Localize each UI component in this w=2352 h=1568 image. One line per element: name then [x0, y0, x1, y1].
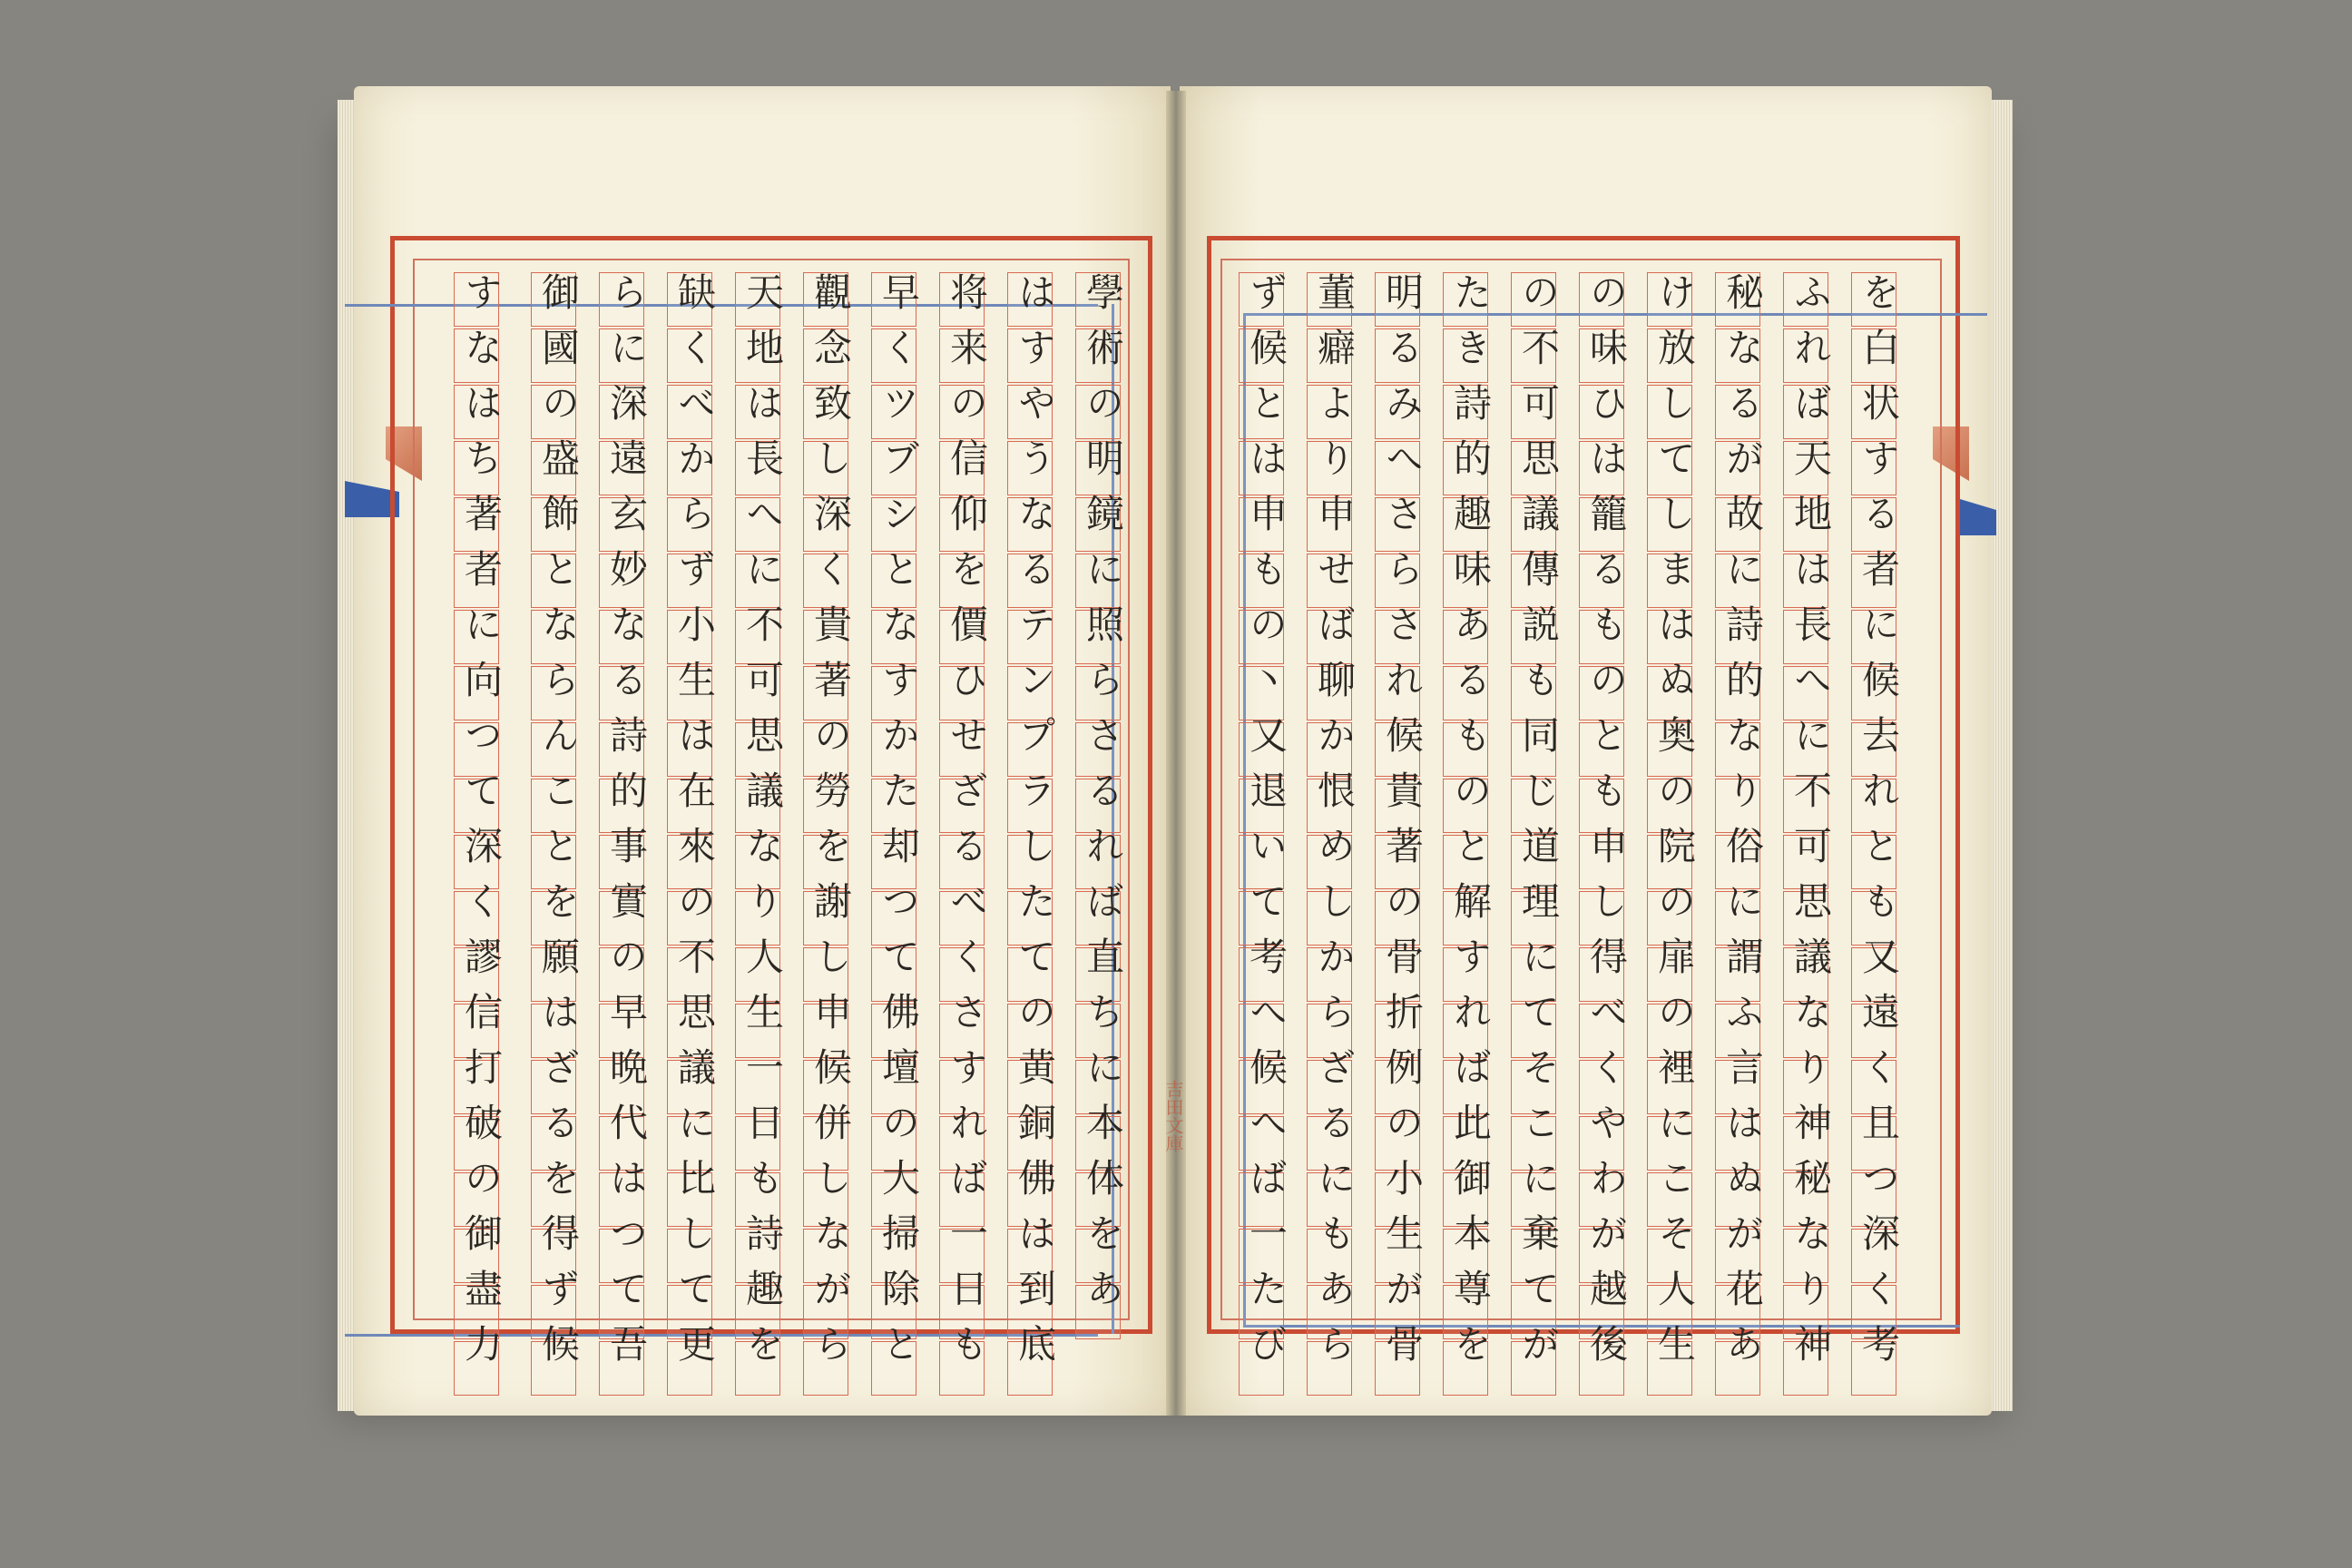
right-column-8: [1375, 272, 1429, 1379]
right-column-6: [1511, 272, 1565, 1379]
text-column: 明るみへさらされ候貴著の骨折例の小生が骨: [1380, 272, 1425, 1379]
left-column-7: [667, 272, 721, 1379]
text-column: 觀念致し深く貴著の勞を謝し申候併しながら: [808, 272, 853, 1379]
text-column: ふれば天地は長へに不可思議なり神秘なり神: [1788, 272, 1833, 1379]
text-column: 秘なるが故に詩的なり俗に謂ふ言はぬが花あ: [1720, 272, 1765, 1379]
text-column: たき詩的趣味あるものと解すれば此御本尊を: [1448, 272, 1493, 1379]
text-column: 天地は長へに不可思議なり人生一日も詩趣を: [740, 272, 785, 1379]
text-column: 董癖より申せば聊か恨めしからざるにもあら: [1312, 272, 1357, 1379]
text-column: 早くツブシとなすかた却つて佛壇の大掃除と: [877, 272, 921, 1379]
text-column: らに深遠玄妙なる詩的事實の早晩代はつて吾: [604, 272, 649, 1379]
library-stamp: 吉田文庫: [1162, 1080, 1184, 1152]
right-column-3: [1715, 272, 1769, 1379]
text-column: け放してしまはぬ奥の院の扉の裡にこそ人生: [1652, 272, 1697, 1379]
left-column-8: [599, 272, 653, 1379]
text-column: すなはち著者に向つて深く謬信打破の御盡力: [459, 272, 504, 1379]
left-column-6: [735, 272, 789, 1379]
left-column-2: [1007, 272, 1062, 1379]
left-column-4: [871, 272, 926, 1379]
left-column-10: [454, 272, 508, 1379]
text-column: 缺くべからず小生は在來の不思議に比して更: [672, 272, 717, 1379]
right-column-7: [1443, 272, 1497, 1379]
right-column-4: [1647, 272, 1701, 1379]
text-column: を白状する者に候去れとも又遠く且つ深く考: [1857, 272, 1901, 1379]
right-column-2: [1783, 272, 1838, 1379]
right-column-5: [1579, 272, 1633, 1379]
right-column-10: [1239, 272, 1293, 1379]
text-column: の不可思議傳説も同じ道理にてそこに棄てが: [1516, 272, 1561, 1379]
left-column-5: [803, 272, 858, 1379]
left-column-9: [531, 272, 585, 1379]
left-column-3: [939, 272, 994, 1379]
right-column-9: [1307, 272, 1361, 1379]
text-column: 學術の明鏡に照らさるれば直ちに本体をあ: [1081, 272, 1125, 1324]
right-column-1: [1851, 272, 1906, 1379]
left-column-1: [1075, 272, 1130, 1324]
text-column: はすやうなるテンプラしたての黄銅佛は到底: [1013, 272, 1057, 1379]
text-column: ず候とは申もの丶又退いて考へ候へば一たび: [1244, 272, 1289, 1379]
text-column: の味ひは籠るものとも申し得べくやわが越後: [1584, 272, 1629, 1379]
text-column: 将来の信仰を價ひせざるべくさすれば一日も: [945, 272, 989, 1379]
text-column: 御國の盛飾とならんことを願はざるを得ず候: [536, 272, 581, 1379]
